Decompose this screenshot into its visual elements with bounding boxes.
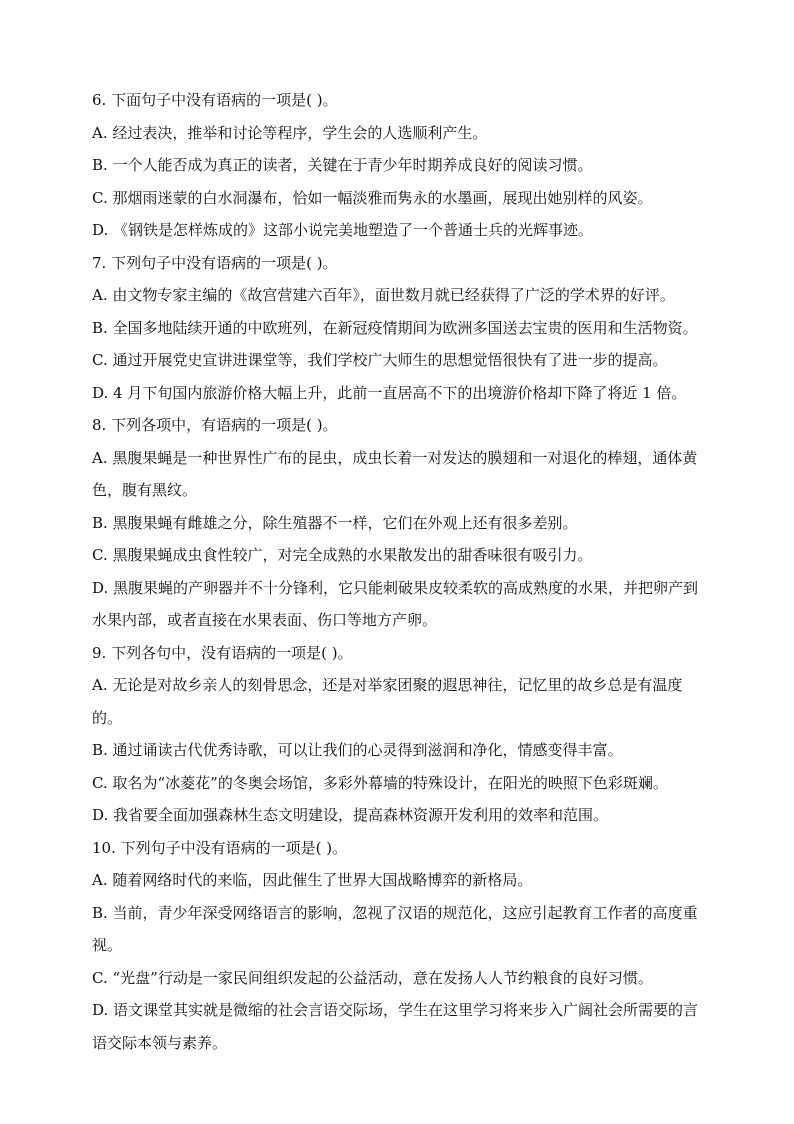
option-text-line: C. “光盘”行动是一家民间组织发起的公益活动，意在发扬人人节约粮食的良好习惯。 [92, 968, 653, 987]
option-text-line: A. 黑腹果蝇是一种世界性广布的昆虫，成虫长着一对发达的膜翅和一对退化的棒翅，通体黄 [92, 448, 698, 467]
option-text-line: 语交际本领与素养。 [92, 1033, 228, 1052]
question-stem: 10. 下列句子中没有语病的一项是( )。 [92, 838, 348, 857]
answer-option [92, 312, 712, 345]
question-stem: 9. 下列各句中，没有语病的一项是( )。 [92, 643, 353, 662]
option-text-line: C. 黑腹果蝇成虫食性较广，对完全成熟的水果散发出的甜香味很有吸引力。 [92, 546, 593, 564]
option-text-line: A. 无论是对故乡亲人的刻骨思念，还是对举家团聚的遐思神往，记忆里的故乡总是有温度 [92, 676, 683, 694]
exam-page [92, 84, 712, 1059]
option-text-line: B. 当前，青少年深受网络语言的影响，忽视了汉语的规范化，这应引起教育工作者的高度重 [92, 903, 698, 922]
option-text-line: A. 由文物专家主编的《故宫营建六百年》，面世数月就已经获得了广泛的学术界的好评。 [92, 286, 675, 304]
option-text-line: 的。 [92, 708, 123, 727]
option-text-line: D. 黑腹果蝇的产卵器并不十分锋利，它只能刺破果皮较柔软的高成熟度的水果，并把卵产到 [92, 578, 699, 597]
option-text-line: 色，腹有黑纹。 [92, 481, 198, 499]
answer-option [92, 117, 712, 150]
option-text-line: C. 通过开展党史宣讲进课堂等，我们学校广大师生的思想觉悟很快有了进一步的提高。 [92, 351, 668, 369]
answer-option [92, 539, 712, 572]
option-text-line: A. 随着网络时代的来临，因此催生了世界大国战略博弈的新格局。 [92, 871, 533, 889]
answer-option [92, 897, 712, 962]
answer-option [92, 962, 712, 995]
question-block [92, 84, 712, 247]
answer-option [92, 344, 712, 377]
answer-option [92, 799, 712, 832]
option-text-line: D. 我省要全面加强森林生态文明建设，提高森林资源开发利用的效率和范围。 [92, 806, 609, 824]
option-text-line: 视。 [92, 936, 123, 954]
answer-option [92, 864, 712, 897]
option-text-line: B. 通过诵读古代优秀诗歌，可以让我们的心灵得到滋润和净化，情感变得丰富。 [92, 741, 623, 759]
answer-option [92, 994, 712, 1059]
question-block [92, 247, 712, 410]
option-text-line: 水果内部，或者直接在水果表面、伤口等地方产卵。 [92, 611, 438, 629]
question-stem: 6. 下面句子中没有语病的一项是( )。 [92, 91, 338, 109]
answer-option [92, 507, 712, 540]
option-text-line: B. 全国多地陆续开通的中欧班列，在新冠疫情期间为欧洲多国送去宝贵的医用和生活物资。 [92, 318, 698, 337]
answer-option [92, 669, 712, 734]
answer-option [92, 377, 712, 410]
question-stem: 8. 下列各项中，有语病的一项是( )。 [92, 416, 338, 434]
question-block [92, 637, 712, 832]
option-text-line: D. 语文课堂其实就是微缩的社会言语交际场，学生在这里学习将来步入广阔社会所需要的言 [92, 1001, 699, 1019]
option-text-line: A. 经过表决，推举和讨论等程序，学生会的人选顺利产生。 [92, 123, 488, 142]
question-block [92, 832, 712, 1060]
question-stem: 7. 下列句子中没有语病的一项是( )。 [92, 253, 338, 272]
answer-option [92, 214, 712, 247]
answer-option [92, 734, 712, 767]
answer-option [92, 442, 712, 507]
answer-option [92, 182, 712, 215]
question-block [92, 409, 712, 637]
answer-option [92, 149, 712, 182]
option-text-line: D. 《钢铁是怎样炼成的》这部小说完美地塑造了一个普通士兵的光辉事迹。 [92, 221, 594, 239]
option-text-line: B. 黑腹果蝇有雌雄之分，除生殖器不一样，它们在外观上还有很多差别。 [92, 513, 578, 532]
answer-option [92, 767, 712, 800]
option-text-line: D. 4 月下旬国内旅游价格大幅上升，此前一直居高不下的出境游价格却下降了将近 1 倍。 [92, 383, 687, 402]
answer-option [92, 279, 712, 312]
answer-option [92, 572, 712, 637]
option-text-line: C. 那烟雨迷蒙的白水洞瀑布，恰如一幅淡雅而隽永的水墨画，展现出她别样的风姿。 [92, 188, 653, 207]
option-text-line: C. 取名为“冰菱花”的冬奥会场馆，多彩外幕墙的特殊设计，在阳光的映照下色彩斑斓。 [92, 773, 668, 792]
option-text-line: B. 一个人能否成为真正的读者，关键在于青少年时期养成良好的阅读习惯。 [92, 156, 593, 174]
